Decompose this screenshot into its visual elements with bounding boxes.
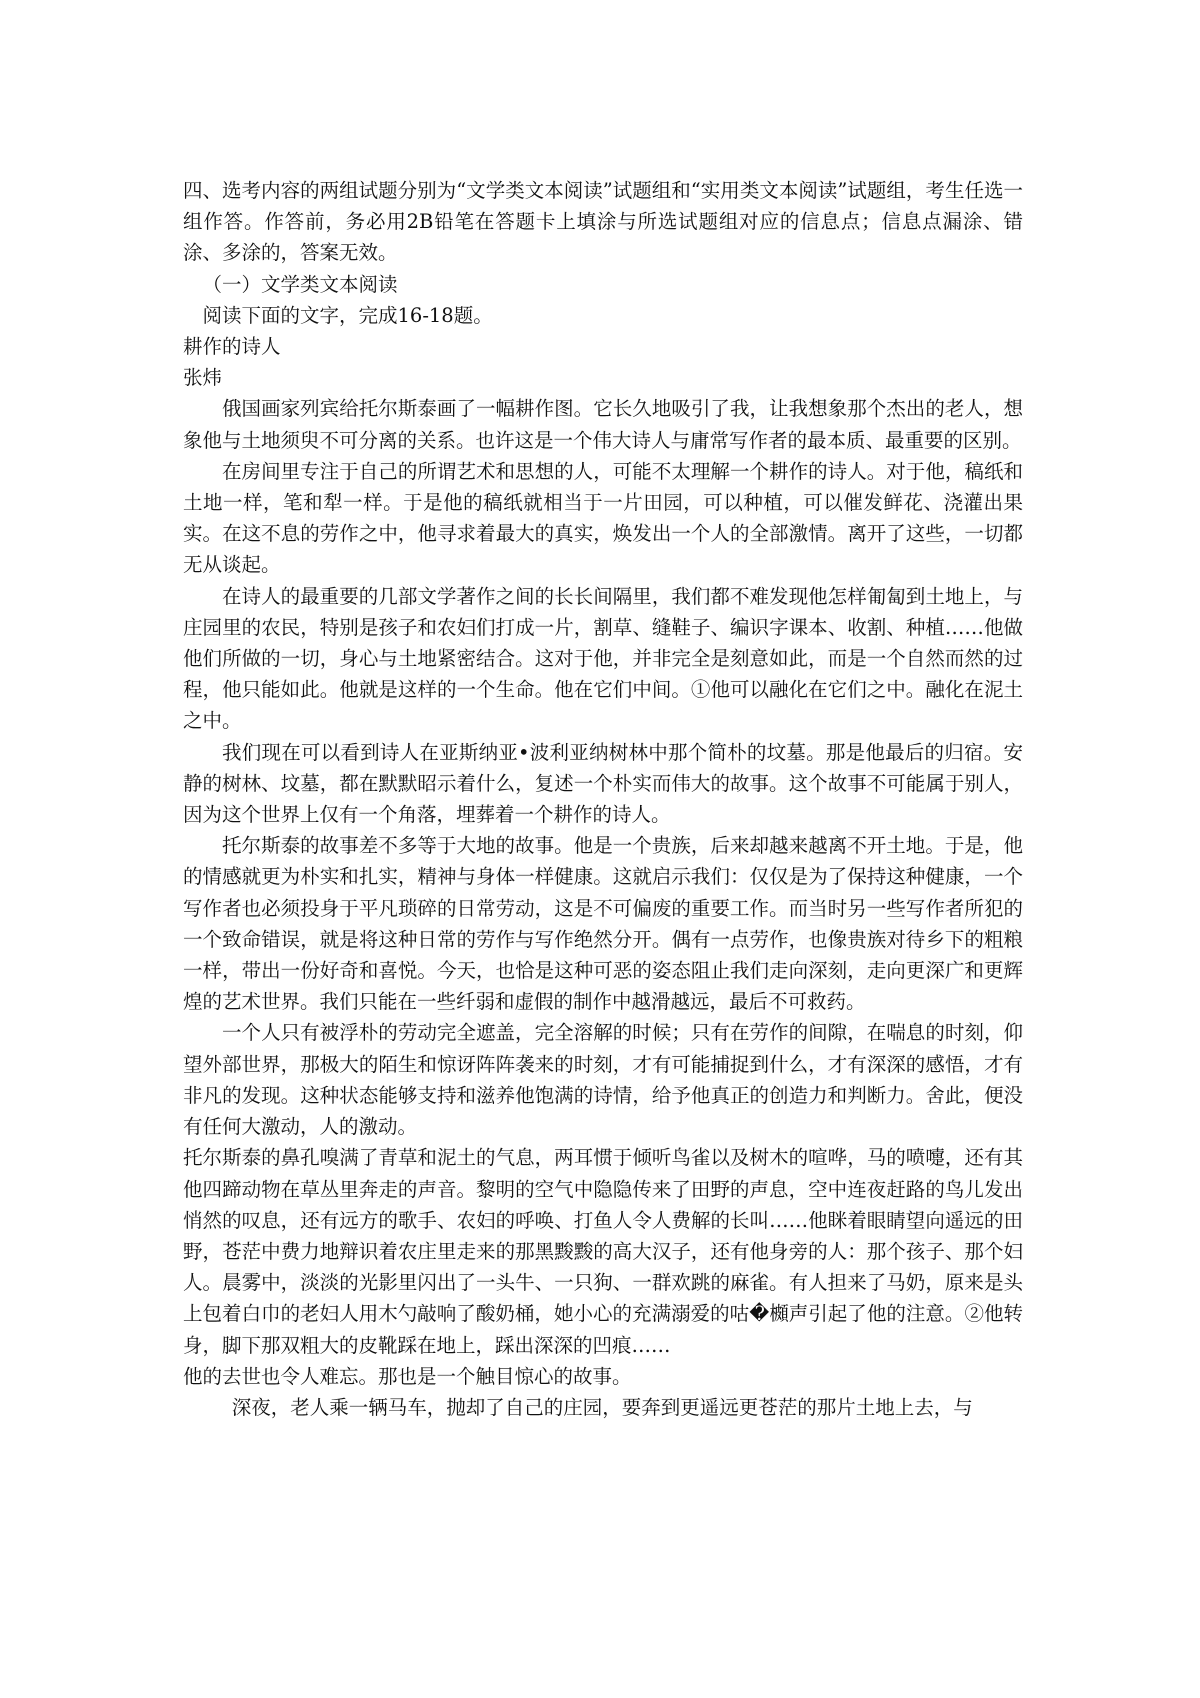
paragraph-3: 在诗人的最重要的几部文学著作之间的长长间隔里，我们都不难发现他怎样匍匐到土地上，与庄园里的农民，特别是孩子和农妇们打成一片，割草、缝鞋子、编识字课本、收割、种植……他做他们所做的一切，身心与土地紧密结合。这对于他，并非完全是刻意如此，而是一个自然而然的过程，他只能如此。他就是这样的一个生命。他在它们中间。①他可以融化在它们之中。融化在泥土之中。 (183, 584, 1023, 733)
paragraph-8: 他的去世也令人难忘。那也是一个触目惊心的故事。 (183, 1364, 632, 1388)
paragraph-4: 我们现在可以看到诗人在亚斯纳亚•波利亚纳树林中那个简朴的坟墓。那是他最后的归宿。安静的树林、坟墓，都在默默昭示着什么，复述一个朴实而伟大的故事。这个故事不可能属于别人，因为这个世界上仅有一个角落，埋葬着一个耕作的诗人。 (183, 740, 1023, 827)
article-title: 耕作的诗人 (183, 335, 281, 359)
article-author: 张炜 (183, 366, 223, 390)
reading-prompt: 阅读下面的文字，完成16-18题。 (202, 303, 493, 327)
paragraph-6: 一个人只有被浮朴的劳动完全遮盖，完全溶解的时候；只有在劳作的间隙，在喘息的时刻，仰望外部世界，那极大的陌生和惊讶阵阵袭来的时刻，才有可能捕捉到什么，才有深深的感悟，才有非凡的发现。这种状态能够支持和滋养他饱满的诗情，给予他真正的创造力和判断力。舍此，便没有任何大激动，人的激动。 (183, 1021, 1023, 1139)
section-heading: （一）文学类文本阅读 (202, 272, 398, 296)
paragraph-7: 托尔斯泰的鼻孔嗅满了青草和泥土的气息，两耳惯于倾听鸟雀以及树木的喧哗，马的喷嚏，还有其他四蹄动物在草丛里奔走的声音。黎明的空气中隐隐传来了田野的声息，空中连夜赶路的鸟儿发出悄然的叹息，还有远方的歌手、农妇的呼唤、打鱼人令人费解的长叫……他眯着眼睛望向遥远的田野，苍茫中费力地辩识着农庄里走来的那黑黢黢的高大汉子，还有他身旁的人：那个孩子、那个妇人。晨雾中，淡淡的光影里闪出了一头牛、一只狗、一群欢跳的麻雀。有人担来了马奶，原来是头上包着白巾的老妇人用木勺敲响了酸奶桶，她小心的充满溺爱的咕�櫇声引起了他的注意。②他转身，脚下那双粗大的皮靴踩在地上，踩出深深的凹痕…… (183, 1146, 1023, 1357)
exam-instruction: 四、选考内容的两组试题分别为“文学类文本阅读”试题组和“实用类文本阅读”试题组，考生任选一组作答。作答前，务必用2B铅笔在答题卡上填涂与所选试题组对应的信息点；信息点漏涂、错涂、多涂的，答案无效。 (183, 179, 1023, 265)
paragraph-2: 在房间里专注于自己的所谓艺术和思想的人，可能不太理解一个耕作的诗人。对于他，稿纸和土地一样，笔和犁一样。于是他的稿纸就相当于一片田园，可以种植，可以催发鲜花、浇灌出果实。在这不息的劳作之中，他寻求着最大的真实，焕发出一个人的全部激情。离开了这些，一切都无从谈起。 (183, 459, 1023, 577)
paragraph-1: 俄国画家列宾给托尔斯泰画了一幅耕作图。它长久地吸引了我，让我想象那个杰出的老人，想象他与土地须臾不可分离的关系。也许这是一个伟大诗人与庸常写作者的最本质、最重要的区别。 (183, 397, 1023, 452)
paragraph-5: 托尔斯泰的故事差不多等于大地的故事。他是一个贵族，后来却越来越离不开土地。于是，他的情感就更为朴实和扎实，精神与身体一样健康。这就启示我们：仅仅是为了保持这种健康，一个写作者也必须投身于平凡琐碎的日常劳动，这是不可偏废的重要工作。而当时另一些写作者所犯的一个致命错误，就是将这种日常的劳作与写作绝然分开。偶有一点劳作，也像贵族对待乡下的粗粮一样，带出一份好奇和喜悦。今天，也恰是这种可恶的姿态阻止我们走向深刻，走向更深广和更辉煌的艺术世界。我们只能在一些纤弱和虚假的制作中越滑越远，最后不可救药。 (183, 834, 1023, 1014)
exam-passage (183, 175, 1023, 1423)
paragraph-9: 深夜，老人乘一辆马车，抛却了自己的庄园，要奔到更遥远更苍茫的那片土地上去，与 (231, 1395, 973, 1419)
